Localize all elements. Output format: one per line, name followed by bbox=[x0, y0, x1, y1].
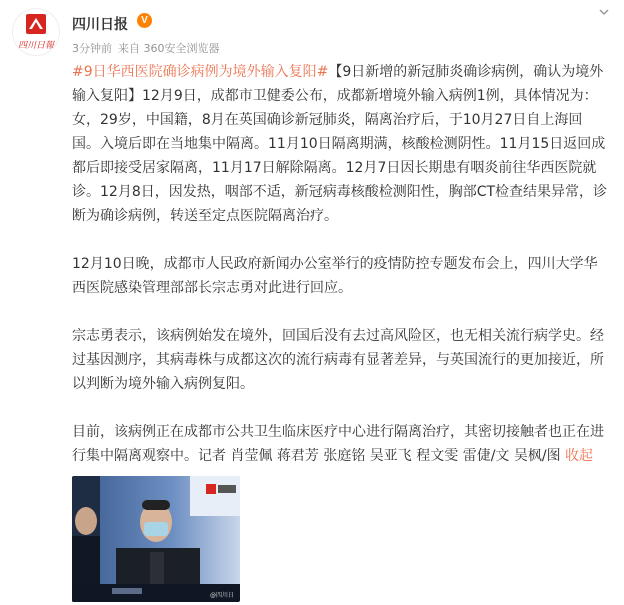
svg-text:@四川日: @四川日 bbox=[209, 592, 235, 599]
post-meta bbox=[72, 40, 226, 56]
post-photo[interactable] bbox=[72, 476, 240, 602]
verified-badge-icon: V bbox=[137, 13, 152, 28]
post-source: 来自 360安全浏览器 bbox=[118, 42, 220, 55]
topic-link[interactable]: #9日华西医院确诊病例为境外输入复阳# bbox=[72, 64, 329, 80]
press-conference-photo bbox=[72, 476, 240, 602]
post-content bbox=[72, 60, 608, 492]
collapse-link[interactable]: 收起 bbox=[565, 448, 594, 464]
paragraph-1 bbox=[72, 60, 608, 228]
chevron-down-icon[interactable] bbox=[598, 6, 610, 18]
paragraph-3: 宗志勇表示，该病例始发在境外，回国后没有去过高风险区，也无相关流行病学史。经过基因测序，其病毒株与成都这次的流行病毒有显著差异，与英国流行的更加接近，所以判断为境外输入病例复阳。 bbox=[72, 328, 604, 392]
post-time[interactable]: 3分钟前 bbox=[72, 42, 112, 55]
paragraph-1-text: 【9日新增的新冠肺炎确诊病例，确认为境外输入复阳】12月9日，成都市卫健委公布，成都新增境外输入病例1例，具体情况为：女，29岁，中国籍，8月在英国确诊新冠肺炎，隔离治疗后，于10月27日自上海回国。入境后即在当地集中隔离。11月10日隔离期满，核酸检测阴性。11月15日返回成都后即接受居家隔离，11月17日解除隔离。12月7日因长期患有咽炎前往华西医院就诊。12月8日，因发热，咽部不适，新冠病毒核酸检测阳性，胸部CT检查结果异常，诊断为确诊病例，转送至定点医院隔离治疗。 bbox=[72, 64, 608, 224]
svg-text:四川日報: 四川日報 bbox=[17, 41, 55, 51]
avatar[interactable] bbox=[12, 8, 60, 56]
sichuan-daily-logo-icon bbox=[13, 9, 59, 55]
paragraph-4-text: 目前，该病例正在成都市公共卫生临床医疗中心进行隔离治疗，其密切接触者也正在进行集中隔离观察中。记者 肖莹佩 蒋君芳 张庭铭 吴亚飞 程文雯 雷倢/文 吴枫/图 bbox=[72, 424, 604, 464]
author-name[interactable]: 四川日报 bbox=[72, 17, 128, 33]
paragraph-4 bbox=[72, 420, 608, 468]
paragraph-2: 12月10日晚，成都市人民政府新闻办公室举行的疫情防控专题发布会上，四川大学华西医院感染管理部部长宗志勇对此进行回应。 bbox=[72, 256, 598, 296]
